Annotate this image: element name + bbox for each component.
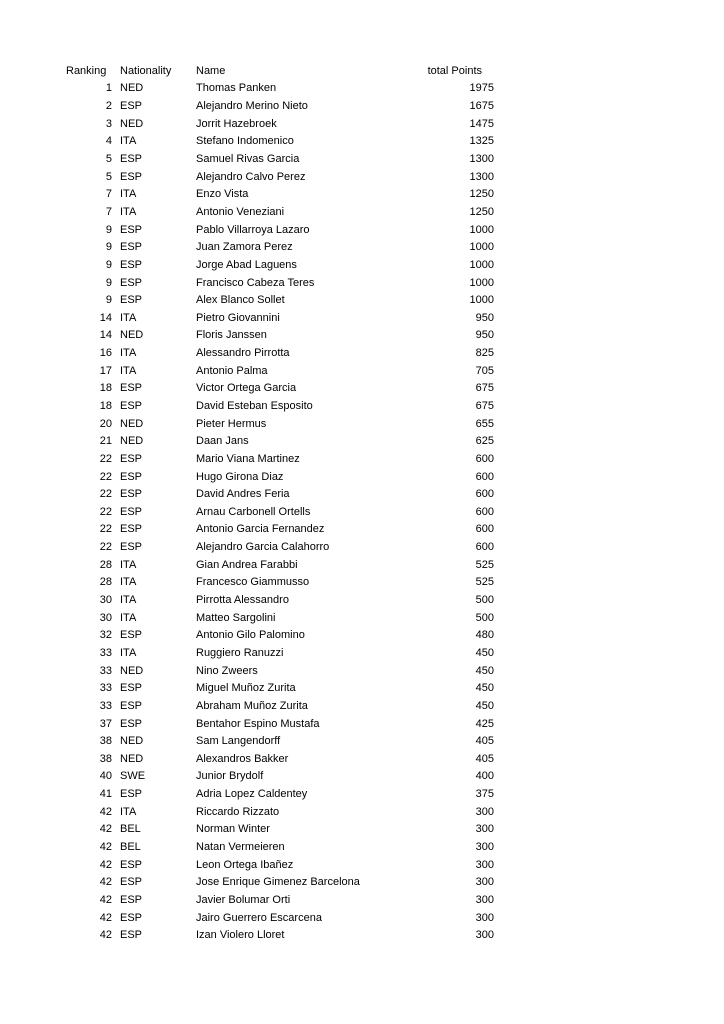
table-row: [66, 856, 494, 874]
points-cell: 405: [475, 752, 494, 765]
name-cell: Arnau Carbonell Ortells: [196, 505, 311, 518]
points-cell: 525: [475, 576, 494, 589]
name-cell: Alejandro Garcia Calahorro: [196, 541, 330, 554]
name-cell: Antonio Garcia Fernandez: [196, 523, 325, 536]
name-cell: Sam Langendorff: [196, 735, 281, 748]
points-cell: 300: [475, 823, 494, 836]
name-cell: Natan Vermeieren: [196, 841, 285, 853]
column-header-name: Name: [196, 64, 226, 77]
ranking-cell: 42: [99, 841, 112, 853]
ranking-cell: 22: [99, 505, 112, 518]
ranking-cell: 5: [105, 153, 112, 166]
points-cell: 675: [475, 382, 494, 395]
table-row: [66, 662, 494, 680]
nationality-cell: ESP: [120, 893, 143, 906]
points-cell: 500: [475, 611, 494, 624]
name-cell: Nino Zweers: [196, 664, 258, 677]
table-row: [66, 609, 494, 627]
nationality-cell: ESP: [120, 170, 143, 183]
table-row: [66, 926, 494, 944]
name-cell: Stefano Indomenico: [196, 135, 294, 148]
ranking-cell: 22: [99, 452, 112, 465]
table-row: [66, 697, 494, 715]
column-header-ranking: Ranking: [66, 64, 107, 77]
ranking-cell: 42: [99, 858, 112, 871]
name-cell: Leon Ortega Ibañez: [196, 858, 294, 871]
ranking-cell: 18: [99, 382, 112, 395]
nationality-cell: NED: [120, 435, 144, 448]
ranking-cell: 42: [99, 929, 112, 942]
nationality-cell: ITA: [120, 576, 137, 589]
table-row: [66, 768, 494, 786]
points-cell: 1250: [469, 205, 494, 218]
name-cell: Antonio Gilo Palomino: [196, 629, 305, 642]
name-cell: Enzo Vista: [196, 188, 249, 201]
points-cell: 500: [475, 594, 494, 607]
ranking-cell: 33: [99, 699, 112, 712]
name-cell: Alexandros Bakker: [196, 752, 289, 765]
points-cell: 1000: [469, 294, 494, 307]
points-cell: 600: [475, 523, 494, 536]
points-cell: 300: [475, 929, 494, 942]
nationality-cell: NED: [120, 417, 144, 430]
ranking-cell: 42: [99, 876, 112, 889]
points-cell: 450: [475, 699, 494, 712]
name-cell: Francisco Cabeza Teres: [196, 276, 315, 289]
name-cell: Francesco Giammusso: [196, 576, 310, 589]
ranking-cell: 32: [99, 629, 112, 642]
points-cell: 600: [475, 505, 494, 518]
nationality-cell: ESP: [120, 876, 143, 889]
points-cell: 450: [475, 664, 494, 677]
ranking-cell: 9: [105, 241, 112, 254]
nationality-cell: ESP: [120, 399, 143, 412]
nationality-cell: ESP: [120, 523, 143, 536]
nationality-cell: ESP: [120, 276, 143, 289]
nationality-cell: ESP: [120, 382, 143, 395]
points-cell: 950: [475, 329, 494, 342]
table-row: [66, 327, 494, 345]
ranking-cell: 14: [99, 329, 112, 342]
points-cell: 600: [475, 488, 494, 501]
name-cell: Jairo Guerrero Escarcena: [196, 911, 322, 924]
nationality-cell: NED: [120, 82, 144, 95]
name-cell: Alejandro Merino Nieto: [196, 100, 308, 113]
name-cell: Gian Andrea Farabbi: [196, 558, 298, 571]
table-row: [66, 362, 494, 380]
name-cell: David Andres Feria: [196, 488, 290, 501]
points-cell: 1325: [469, 135, 494, 148]
nationality-cell: ITA: [120, 205, 137, 218]
table-row: [66, 909, 494, 927]
points-cell: 1475: [469, 117, 494, 130]
table-row: [66, 468, 494, 486]
points-cell: 400: [475, 770, 494, 783]
name-cell: Javier Bolumar Orti: [196, 893, 291, 906]
points-cell: 1000: [469, 258, 494, 271]
table-row: [66, 380, 494, 398]
nationality-cell: ITA: [120, 311, 137, 324]
table-row: [66, 80, 494, 98]
ranking-cell: 22: [99, 488, 112, 501]
ranking-cell: 7: [105, 205, 112, 218]
table-body: [66, 80, 494, 944]
points-cell: 600: [475, 541, 494, 554]
nationality-cell: ESP: [120, 682, 143, 695]
table-row: [66, 891, 494, 909]
name-cell: Alejandro Calvo Perez: [196, 170, 306, 183]
table-row: [66, 115, 494, 133]
table-row: [66, 732, 494, 750]
name-cell: Juan Zamora Perez: [196, 241, 293, 254]
points-cell: 625: [475, 435, 494, 448]
points-cell: 600: [475, 470, 494, 483]
ranking-cell: 4: [105, 135, 112, 148]
ranking-cell: 18: [99, 399, 112, 412]
name-cell: Floris Janssen: [196, 329, 267, 342]
points-cell: 300: [475, 911, 494, 924]
nationality-cell: ESP: [120, 258, 143, 271]
table-row: [66, 450, 494, 468]
ranking-cell: 9: [105, 258, 112, 271]
table-row: [66, 485, 494, 503]
name-cell: Jose Enrique Gimenez Barcelona: [196, 876, 360, 889]
header-row: [66, 62, 494, 80]
name-cell: Adria Lopez Caldentey: [196, 788, 308, 801]
table-row: [66, 344, 494, 362]
name-cell: Abraham Muñoz Zurita: [196, 699, 308, 712]
table-row: [66, 750, 494, 768]
nationality-cell: ESP: [120, 470, 143, 483]
name-cell: Pietro Giovannini: [196, 311, 280, 324]
ranking-cell: 42: [99, 911, 112, 924]
nationality-cell: ESP: [120, 223, 143, 236]
table-row: [66, 168, 494, 186]
nationality-cell: ITA: [120, 646, 137, 659]
points-cell: 1675: [469, 100, 494, 113]
ranking-cell: 42: [99, 893, 112, 906]
points-cell: 1975: [469, 82, 494, 95]
points-cell: 480: [475, 629, 494, 642]
ranking-cell: 38: [99, 735, 112, 748]
table-row: [66, 556, 494, 574]
nationality-cell: ITA: [120, 347, 137, 360]
table-row: [66, 627, 494, 645]
table-row: [66, 803, 494, 821]
nationality-cell: ESP: [120, 452, 143, 465]
points-cell: 600: [475, 452, 494, 465]
ranking-cell: 38: [99, 752, 112, 765]
nationality-cell: NED: [120, 329, 144, 342]
table-row: [66, 432, 494, 450]
table-row: [66, 503, 494, 521]
table-row: [66, 538, 494, 556]
name-cell: Hugo Girona Diaz: [196, 470, 284, 483]
nationality-cell: ITA: [120, 188, 137, 201]
ranking-cell: 33: [99, 646, 112, 659]
name-cell: Thomas Panken: [196, 82, 277, 95]
name-cell: Alessandro Pirrotta: [196, 347, 290, 360]
nationality-cell: ESP: [120, 929, 143, 942]
nationality-cell: SWE: [120, 770, 146, 783]
ranking-cell: 42: [99, 823, 112, 836]
nationality-cell: ESP: [120, 699, 143, 712]
nationality-cell: ESP: [120, 241, 143, 254]
nationality-cell: ESP: [120, 541, 143, 554]
table-row: [66, 521, 494, 539]
points-cell: 405: [475, 735, 494, 748]
name-cell: Pieter Hermus: [196, 417, 267, 430]
rankings-table: [66, 62, 494, 944]
table-row: [66, 715, 494, 733]
points-cell: 655: [475, 417, 494, 430]
nationality-cell: ITA: [120, 135, 137, 148]
name-cell: Junior Brydolf: [196, 770, 264, 783]
name-cell: Samuel Rivas Garcia: [196, 153, 300, 166]
ranking-cell: 33: [99, 682, 112, 695]
table-row: [66, 291, 494, 309]
points-cell: 675: [475, 399, 494, 412]
table-row: [66, 873, 494, 891]
ranking-cell: 2: [105, 100, 112, 113]
nationality-cell: BEL: [120, 841, 141, 853]
table-row: [66, 397, 494, 415]
ranking-cell: 3: [105, 117, 112, 130]
points-cell: 1300: [469, 153, 494, 166]
ranking-cell: 28: [99, 558, 112, 571]
ranking-cell: 9: [105, 294, 112, 307]
ranking-cell: 30: [99, 611, 112, 624]
ranking-cell: 30: [99, 594, 112, 607]
points-cell: 825: [475, 347, 494, 360]
name-cell: Alex Blanco Sollet: [196, 294, 285, 307]
name-cell: Pirrotta Alessandro: [196, 594, 289, 607]
nationality-cell: ITA: [120, 594, 137, 607]
ranking-cell: 16: [99, 347, 112, 360]
points-cell: 1250: [469, 188, 494, 201]
points-cell: 1000: [469, 223, 494, 236]
table-row: [66, 203, 494, 221]
ranking-cell: 9: [105, 223, 112, 236]
points-cell: 300: [475, 841, 494, 853]
name-cell: Riccardo Rizzato: [196, 805, 280, 818]
nationality-cell: NED: [120, 752, 144, 765]
nationality-cell: ESP: [120, 505, 143, 518]
nationality-cell: ESP: [120, 911, 143, 924]
points-cell: 375: [475, 788, 494, 801]
name-cell: David Esteban Esposito: [196, 399, 313, 412]
points-cell: 300: [475, 876, 494, 889]
nationality-cell: NED: [120, 664, 144, 677]
points-cell: 950: [475, 311, 494, 324]
table-row: [66, 821, 494, 839]
table-row: [66, 679, 494, 697]
table-row: [66, 591, 494, 609]
nationality-cell: NED: [120, 117, 144, 130]
name-cell: Victor Ortega Garcia: [196, 382, 297, 395]
ranking-cell: 21: [99, 435, 112, 448]
ranking-cell: 9: [105, 276, 112, 289]
ranking-cell: 22: [99, 541, 112, 554]
table-row: [66, 415, 494, 433]
nationality-cell: ESP: [120, 100, 143, 113]
table-row: [66, 238, 494, 256]
points-cell: 450: [475, 646, 494, 659]
table-row: [66, 150, 494, 168]
name-cell: Izan Violero Lloret: [196, 929, 285, 942]
nationality-cell: ESP: [120, 153, 143, 166]
nationality-cell: ESP: [120, 488, 143, 501]
points-cell: 1000: [469, 276, 494, 289]
name-cell: Daan Jans: [196, 435, 249, 448]
name-cell: Bentahor Espino Mustafa: [196, 717, 320, 730]
nationality-cell: ITA: [120, 364, 137, 377]
ranking-cell: 22: [99, 470, 112, 483]
nationality-cell: ESP: [120, 858, 143, 871]
ranking-cell: 17: [99, 364, 112, 377]
nationality-cell: BEL: [120, 823, 141, 836]
ranking-cell: 14: [99, 311, 112, 324]
table-row: [66, 274, 494, 292]
nationality-cell: ESP: [120, 788, 143, 801]
name-cell: Miguel Muñoz Zurita: [196, 682, 296, 695]
ranking-cell: 22: [99, 523, 112, 536]
points-cell: 300: [475, 805, 494, 818]
nationality-cell: ITA: [120, 805, 137, 818]
points-cell: 450: [475, 682, 494, 695]
table-row: [66, 185, 494, 203]
table-row: [66, 644, 494, 662]
table-header: [66, 62, 494, 80]
name-cell: Mario Viana Martinez: [196, 452, 300, 465]
points-cell: 1000: [469, 241, 494, 254]
nationality-cell: ESP: [120, 717, 143, 730]
nationality-cell: ITA: [120, 611, 137, 624]
points-cell: 705: [475, 364, 494, 377]
table-row: [66, 838, 494, 856]
table-row: [66, 97, 494, 115]
points-cell: 300: [475, 893, 494, 906]
name-cell: Antonio Palma: [196, 364, 268, 377]
table-row: [66, 133, 494, 151]
nationality-cell: ITA: [120, 558, 137, 571]
ranking-cell: 42: [99, 805, 112, 818]
table-row: [66, 309, 494, 327]
ranking-cell: 7: [105, 188, 112, 201]
ranking-cell: 20: [99, 417, 112, 430]
name-cell: Ruggiero Ranuzzi: [196, 646, 284, 659]
column-header-total-points: total Points: [427, 64, 482, 77]
column-header-nationality: Nationality: [120, 64, 172, 77]
ranking-cell: 40: [99, 770, 112, 783]
name-cell: Jorrit Hazebroek: [196, 117, 277, 130]
nationality-cell: NED: [120, 735, 144, 748]
ranking-cell: 37: [99, 717, 112, 730]
name-cell: Norman Winter: [196, 823, 270, 836]
points-cell: 300: [475, 858, 494, 871]
name-cell: Pablo Villarroya Lazaro: [196, 223, 310, 236]
name-cell: Jorge Abad Laguens: [196, 258, 297, 271]
points-cell: 425: [475, 717, 494, 730]
points-cell: 1300: [469, 170, 494, 183]
name-cell: Matteo Sargolini: [196, 611, 276, 624]
points-cell: 525: [475, 558, 494, 571]
table-row: [66, 574, 494, 592]
ranking-cell: 41: [99, 788, 112, 801]
nationality-cell: ESP: [120, 629, 143, 642]
ranking-cell: 5: [105, 170, 112, 183]
name-cell: Antonio Veneziani: [196, 205, 285, 218]
table-row: [66, 221, 494, 239]
table-row: [66, 256, 494, 274]
ranking-cell: 1: [105, 82, 112, 95]
ranking-cell: 33: [99, 664, 112, 677]
table-row: [66, 785, 494, 803]
document-page: [66, 62, 494, 944]
ranking-cell: 28: [99, 576, 112, 589]
nationality-cell: ESP: [120, 294, 143, 307]
